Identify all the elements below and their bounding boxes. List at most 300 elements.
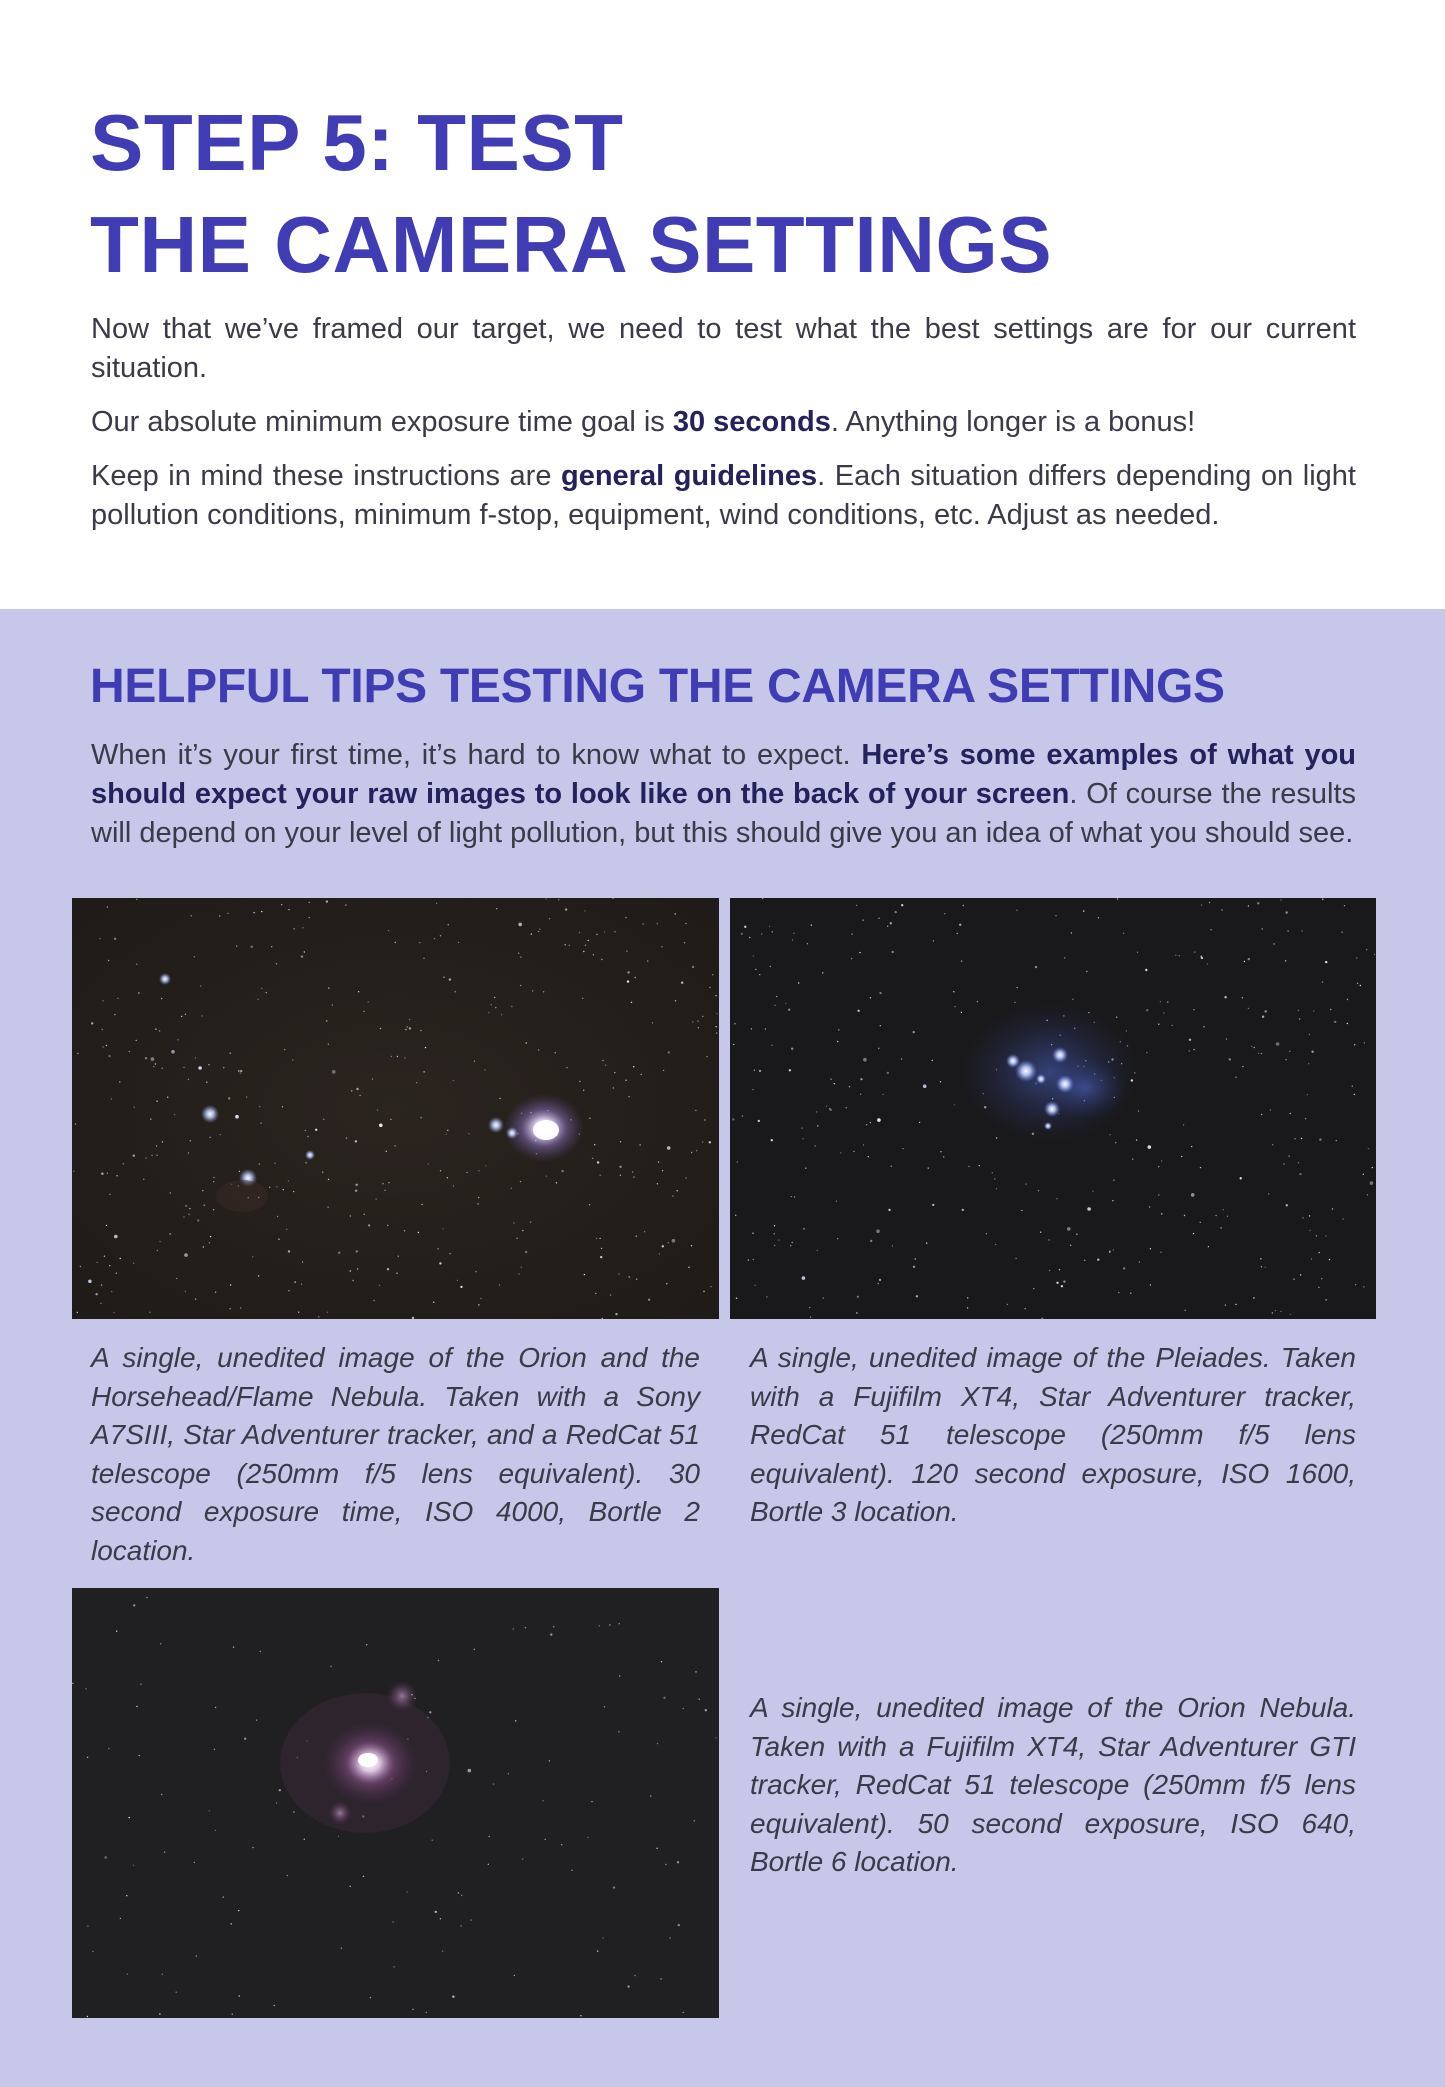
star-dot bbox=[274, 2005, 275, 2006]
star-dot bbox=[879, 992, 881, 994]
star-dot bbox=[161, 1794, 162, 1795]
star-dot bbox=[737, 1161, 738, 1162]
star-dot bbox=[1301, 1138, 1302, 1139]
star-dot bbox=[1117, 898, 1118, 899]
star-dot bbox=[102, 1029, 103, 1030]
star-dot bbox=[788, 1009, 790, 1011]
orion-nebula-photo bbox=[72, 1588, 719, 2018]
star-dot bbox=[789, 1069, 791, 1071]
star-dot bbox=[327, 1207, 328, 1208]
star-dot bbox=[1167, 1001, 1168, 1002]
star-dot bbox=[470, 1919, 471, 1920]
star-dot bbox=[223, 1896, 224, 1897]
star-dot bbox=[696, 1150, 697, 1151]
star-dot bbox=[174, 1114, 175, 1115]
star-dot bbox=[860, 1078, 862, 1080]
star-dot bbox=[685, 923, 686, 924]
star-dot bbox=[421, 1204, 422, 1205]
star-dot bbox=[1334, 1021, 1336, 1023]
star-dot bbox=[856, 905, 857, 906]
star-dot bbox=[159, 1030, 160, 1031]
star-dot bbox=[1172, 1025, 1173, 1026]
star-dot bbox=[111, 1098, 112, 1099]
star-dot bbox=[307, 1136, 308, 1137]
star-dot bbox=[1148, 1145, 1152, 1149]
star-dot bbox=[618, 1273, 619, 1274]
star-dot bbox=[356, 1250, 358, 1252]
star-dot bbox=[774, 1225, 775, 1226]
star-dot bbox=[625, 1080, 626, 1081]
star-dot bbox=[602, 1937, 603, 1938]
star-dot bbox=[1248, 1008, 1249, 1009]
star-dot bbox=[901, 904, 903, 906]
star-dot bbox=[149, 1312, 150, 1313]
star-dot bbox=[233, 1646, 234, 1647]
star-dot bbox=[805, 1168, 806, 1169]
star-dot bbox=[803, 1228, 804, 1229]
star-dot bbox=[1220, 1227, 1221, 1228]
star-dot bbox=[449, 978, 451, 980]
star-dot bbox=[432, 1840, 433, 1841]
star-dot bbox=[288, 1180, 289, 1181]
star-dot bbox=[932, 1204, 934, 1206]
star-dot bbox=[223, 1067, 224, 1068]
star-dot bbox=[887, 926, 888, 927]
star-dot bbox=[656, 1848, 657, 1849]
star-dot bbox=[278, 1239, 279, 1240]
star-dot bbox=[257, 999, 258, 1000]
star-dot bbox=[593, 954, 594, 955]
star-dot bbox=[201, 1015, 202, 1016]
star-dot bbox=[1275, 1310, 1276, 1311]
star-dot bbox=[1336, 1140, 1337, 1141]
star-dot bbox=[113, 1312, 114, 1313]
star-dot bbox=[232, 2014, 233, 2015]
star-dot bbox=[443, 977, 444, 978]
star-dot bbox=[525, 1251, 527, 1253]
star-dot bbox=[1341, 932, 1342, 933]
star-dot bbox=[619, 1166, 621, 1168]
star-dot bbox=[185, 1205, 186, 1206]
star-dot bbox=[601, 959, 602, 960]
star-dot bbox=[1370, 1181, 1374, 1185]
star-dot bbox=[585, 945, 586, 946]
star-dot bbox=[428, 1163, 429, 1164]
orion-nebula-caption: A single, unedited image of the Orion Nebula. Taken with a Fujifilm XT4, Star Adventurer GTI tracker, RedCat 51 telescope (250mm f/5 lens equivalent). 50 second exposure, ISO 640, Bortle 6 location. bbox=[750, 1692, 1356, 1877]
exposure-goal-emphasis: 30 seconds bbox=[672, 406, 831, 438]
star-dot bbox=[705, 1709, 707, 1711]
star-dot bbox=[404, 1057, 405, 1058]
star-dot bbox=[849, 1086, 850, 1087]
star-dot bbox=[542, 1800, 543, 1801]
star-dot bbox=[304, 1839, 305, 1840]
star-dot bbox=[215, 1292, 216, 1293]
star-dot bbox=[107, 1173, 108, 1174]
star-dot bbox=[185, 1291, 186, 1292]
star-dot bbox=[1189, 1050, 1190, 1051]
star-dot bbox=[162, 1068, 163, 1069]
star-dot bbox=[440, 1918, 441, 1919]
star-dot bbox=[391, 1056, 392, 1057]
star-dot bbox=[683, 1708, 684, 1709]
star-dot bbox=[1201, 957, 1203, 959]
star-dot bbox=[176, 1278, 177, 1279]
star-dot bbox=[332, 1004, 333, 1005]
star-dot bbox=[735, 1215, 736, 1216]
star-dot bbox=[195, 1298, 196, 1299]
star-dot bbox=[1298, 1010, 1299, 1011]
star-dot bbox=[1200, 1222, 1201, 1223]
star-dot bbox=[1265, 1010, 1267, 1012]
star-dot bbox=[661, 946, 662, 947]
star-dot bbox=[409, 1027, 411, 1029]
star-dot bbox=[87, 1757, 88, 1758]
star-dot bbox=[1242, 997, 1243, 998]
pleiades-photo bbox=[730, 898, 1376, 1319]
star-dot bbox=[484, 1069, 485, 1070]
star-dot bbox=[919, 1122, 920, 1123]
star-dot bbox=[1240, 1177, 1242, 1179]
star-dot bbox=[252, 1256, 253, 1257]
star-dot bbox=[913, 1031, 915, 1033]
star-dot bbox=[778, 1239, 779, 1240]
star-dot bbox=[859, 952, 860, 953]
star-dot bbox=[525, 1627, 526, 1628]
star-dot bbox=[953, 991, 954, 992]
star-dot bbox=[601, 1248, 602, 1249]
star-dot bbox=[822, 972, 823, 973]
star-dot bbox=[346, 1137, 347, 1138]
star-dot bbox=[396, 1273, 397, 1274]
star-dot bbox=[200, 985, 201, 986]
star-dot bbox=[580, 2015, 581, 2016]
star-dot bbox=[742, 1115, 743, 1116]
star-dot bbox=[1311, 1258, 1312, 1259]
star-dot bbox=[511, 1006, 512, 1007]
star-dot bbox=[816, 1111, 817, 1112]
star-dot bbox=[1175, 955, 1176, 956]
star-dot bbox=[355, 1184, 357, 1186]
star-dot bbox=[1322, 981, 1323, 982]
star-dot bbox=[134, 1107, 135, 1108]
star-dot bbox=[688, 1267, 689, 1268]
star-dot bbox=[1183, 1124, 1184, 1125]
star-dot bbox=[269, 1187, 270, 1188]
star-dot bbox=[761, 933, 762, 934]
star-dot bbox=[92, 1951, 93, 1952]
star-dot bbox=[240, 1070, 242, 1072]
star-dot bbox=[632, 1171, 633, 1172]
star-dot bbox=[610, 1294, 611, 1295]
star-dot bbox=[744, 926, 746, 928]
star-dot bbox=[1285, 960, 1286, 961]
star-dot bbox=[123, 1163, 124, 1164]
star-dot bbox=[1309, 1034, 1310, 1035]
star-dot bbox=[133, 1155, 135, 1157]
star-dot bbox=[466, 1172, 467, 1173]
star-dot bbox=[1203, 1026, 1204, 1027]
star-dot bbox=[453, 1080, 454, 1081]
star-dot bbox=[811, 925, 812, 926]
star-dot bbox=[1163, 1012, 1164, 1013]
star-dot bbox=[293, 1191, 294, 1192]
star-dot bbox=[1191, 1193, 1195, 1197]
star-dot bbox=[153, 1066, 154, 1067]
star-dot bbox=[895, 911, 897, 913]
star-dot bbox=[566, 1067, 567, 1068]
star-dot bbox=[77, 1312, 78, 1313]
star-dot bbox=[1064, 957, 1065, 958]
star-dot bbox=[1146, 1009, 1148, 1011]
star-dot bbox=[338, 1252, 340, 1254]
star-dot bbox=[332, 1070, 336, 1074]
star-dot bbox=[675, 1000, 676, 1001]
star-dot bbox=[627, 1985, 629, 1987]
star-dot bbox=[146, 1597, 147, 1598]
star-dot bbox=[926, 1242, 927, 1243]
star-dot bbox=[386, 1151, 387, 1152]
star-dot bbox=[1268, 1193, 1269, 1194]
star-dot bbox=[870, 1240, 872, 1242]
star-dot bbox=[1272, 1312, 1273, 1313]
star-dot bbox=[368, 1001, 369, 1002]
star-dot bbox=[315, 1129, 317, 1131]
star-dot bbox=[102, 1046, 103, 1047]
star-dot bbox=[515, 1720, 516, 1721]
star-dot bbox=[309, 902, 310, 903]
star-dot bbox=[736, 1298, 737, 1299]
star-dot bbox=[442, 1228, 443, 1229]
star-dot bbox=[1302, 1217, 1303, 1218]
star-dot bbox=[478, 1304, 479, 1305]
star-dot bbox=[520, 1181, 521, 1182]
step-section bbox=[0, 0, 1445, 609]
star-dot bbox=[657, 1183, 658, 1184]
star-dot bbox=[620, 1175, 621, 1176]
star-dot bbox=[1272, 1144, 1273, 1145]
star-dot bbox=[136, 964, 137, 965]
star-dot bbox=[1372, 1167, 1373, 1168]
star-dot bbox=[538, 931, 539, 932]
star-dot bbox=[1288, 1155, 1289, 1156]
star-dot bbox=[1123, 1267, 1125, 1269]
star-dot bbox=[499, 1284, 500, 1285]
star-dot bbox=[1319, 1252, 1320, 1253]
star-dot bbox=[561, 1170, 563, 1172]
star-dot bbox=[139, 1755, 140, 1756]
star-dot bbox=[219, 915, 220, 916]
star-dot bbox=[697, 1021, 698, 1022]
star-dot bbox=[1145, 969, 1147, 971]
intro-p3-text-end: . Each situation differs depending on light pollution conditions, minimum f-stop, equipment, wind conditions, etc. Adjust as needed. bbox=[91, 460, 1356, 531]
star-dot bbox=[1366, 949, 1367, 950]
star-dot bbox=[734, 1023, 735, 1024]
star-dot bbox=[1363, 1286, 1364, 1287]
star-dot bbox=[261, 911, 262, 912]
star-dot bbox=[595, 1293, 596, 1294]
star-dot bbox=[392, 1921, 393, 1922]
star-dot bbox=[695, 1110, 696, 1111]
star-dot bbox=[817, 1125, 818, 1126]
star-dot bbox=[684, 942, 685, 943]
star-dot bbox=[434, 938, 435, 939]
intro-p3-text: Keep in mind these instructions are bbox=[91, 460, 561, 492]
star-dot bbox=[195, 1057, 196, 1058]
star-dot bbox=[260, 1122, 261, 1123]
star-dot bbox=[188, 1214, 189, 1215]
star-dot bbox=[1056, 1198, 1057, 1199]
star-dot bbox=[1226, 1038, 1227, 1039]
star-dot bbox=[1354, 1044, 1355, 1045]
star-dot bbox=[298, 1312, 299, 1313]
star-dot bbox=[1193, 1049, 1194, 1050]
star-dot bbox=[376, 1198, 377, 1199]
star-dot bbox=[1160, 1252, 1161, 1253]
star-dot bbox=[1048, 1239, 1049, 1240]
star-dot bbox=[170, 1192, 171, 1193]
star-dot bbox=[197, 1219, 199, 1221]
star-dot bbox=[318, 1316, 319, 1317]
star-dot bbox=[1261, 1266, 1262, 1267]
star-dot bbox=[954, 1006, 955, 1007]
star-dot bbox=[754, 1285, 755, 1286]
star-dot bbox=[129, 1051, 130, 1052]
star-dot bbox=[238, 1910, 239, 1911]
star-dot bbox=[136, 1040, 137, 1041]
star-dot bbox=[522, 1230, 523, 1231]
tips-intro-text-end: . Of course the results will depend on your level of light pollution, but this should give you an idea of what you should see. bbox=[91, 778, 1357, 849]
star-dot bbox=[561, 1844, 562, 1845]
star-dot bbox=[1158, 1194, 1159, 1195]
star-dot bbox=[183, 1216, 184, 1217]
star-dot bbox=[1025, 1308, 1026, 1309]
star-dot bbox=[1347, 999, 1348, 1000]
star-dot bbox=[704, 1119, 705, 1120]
intro-p2-text: Our absolute minimum exposure time goal is bbox=[91, 406, 673, 438]
star-dot bbox=[1363, 1174, 1364, 1175]
star-dot bbox=[609, 1624, 610, 1625]
star-dot bbox=[569, 945, 570, 946]
star-dot bbox=[253, 912, 254, 913]
star-dot bbox=[176, 1992, 177, 1993]
star-dot bbox=[977, 1001, 978, 1002]
star-dot bbox=[518, 953, 519, 954]
star-dot bbox=[394, 1145, 395, 1146]
star-dot bbox=[501, 1014, 502, 1015]
star-dot bbox=[282, 1106, 283, 1107]
star-dot bbox=[1201, 904, 1202, 905]
star-dot bbox=[967, 1307, 968, 1308]
star-dot bbox=[215, 1707, 216, 1708]
star-dot bbox=[404, 1230, 405, 1231]
star-dot bbox=[108, 960, 109, 961]
star-dot bbox=[1207, 963, 1208, 964]
star-dot bbox=[1242, 1066, 1243, 1067]
intro-paragraph-3 bbox=[91, 457, 1356, 535]
star-dot bbox=[382, 1183, 383, 1184]
star-dot bbox=[449, 1253, 450, 1254]
star-dot bbox=[429, 1711, 431, 1713]
star-dot bbox=[327, 1312, 328, 1313]
star-dot bbox=[532, 990, 533, 991]
star-dot bbox=[516, 1238, 517, 1239]
star-dot bbox=[190, 1140, 191, 1141]
star-dot bbox=[133, 1865, 134, 1866]
star-dot bbox=[111, 1291, 112, 1292]
star-dot bbox=[1076, 1234, 1077, 1235]
star-dot bbox=[418, 1232, 419, 1233]
star-dot bbox=[770, 966, 771, 967]
star-dot bbox=[1138, 1110, 1139, 1111]
star-dot bbox=[1227, 1216, 1228, 1217]
star-dot bbox=[293, 1811, 294, 1812]
star-dot bbox=[995, 1244, 996, 1245]
star-dot bbox=[350, 1215, 351, 1216]
star-dot bbox=[119, 1081, 120, 1082]
star-dot bbox=[584, 910, 585, 911]
star-dot bbox=[602, 1060, 603, 1061]
star-dot bbox=[156, 1101, 157, 1102]
star-dot bbox=[636, 1279, 637, 1280]
star-dot bbox=[87, 2016, 88, 2017]
star-dot bbox=[1262, 1016, 1264, 1018]
star-dot bbox=[266, 992, 267, 993]
intro-text bbox=[91, 310, 1356, 550]
star-dot bbox=[485, 1165, 486, 1166]
star-dot bbox=[1285, 1059, 1286, 1060]
star-dot bbox=[1092, 1191, 1093, 1192]
star-dot bbox=[206, 1082, 207, 1083]
star-dot bbox=[753, 955, 754, 956]
star-dot bbox=[412, 1317, 414, 1319]
star-dot bbox=[791, 1196, 792, 1197]
star-dot bbox=[452, 1996, 454, 1998]
star-dot bbox=[214, 1749, 215, 1750]
star-dot bbox=[774, 1245, 775, 1246]
guidelines-emphasis: general guidelines bbox=[561, 460, 818, 492]
star-dot bbox=[826, 1106, 827, 1107]
star-dot bbox=[185, 1014, 186, 1015]
star-dot bbox=[116, 1175, 117, 1176]
star-dot bbox=[522, 1858, 523, 1859]
star-dot bbox=[203, 1246, 204, 1247]
star-dot bbox=[870, 1122, 871, 1123]
star-dot bbox=[846, 1107, 847, 1108]
star-dot bbox=[379, 1285, 380, 1286]
star-dot bbox=[407, 1891, 408, 1892]
star-dot bbox=[1301, 930, 1302, 931]
star-dot bbox=[754, 1070, 755, 1071]
star-dot bbox=[890, 922, 892, 924]
star-dot bbox=[356, 1088, 358, 1090]
star-dot bbox=[117, 998, 118, 999]
star-dot bbox=[1244, 961, 1245, 962]
star-dot bbox=[1194, 951, 1195, 952]
star-dot bbox=[1210, 929, 1211, 930]
star-dot bbox=[140, 1684, 141, 1685]
star-dot bbox=[834, 1083, 835, 1084]
star-dot bbox=[996, 1137, 997, 1138]
star-dot bbox=[979, 1165, 980, 1166]
star-dot bbox=[521, 1267, 522, 1268]
star-dot bbox=[167, 1097, 168, 1098]
star-dot bbox=[802, 1276, 806, 1280]
star-dot bbox=[769, 926, 770, 927]
star-dot bbox=[478, 1170, 479, 1171]
star-dot bbox=[766, 1296, 767, 1297]
star-dot bbox=[1325, 961, 1327, 963]
star-dot bbox=[647, 960, 648, 961]
